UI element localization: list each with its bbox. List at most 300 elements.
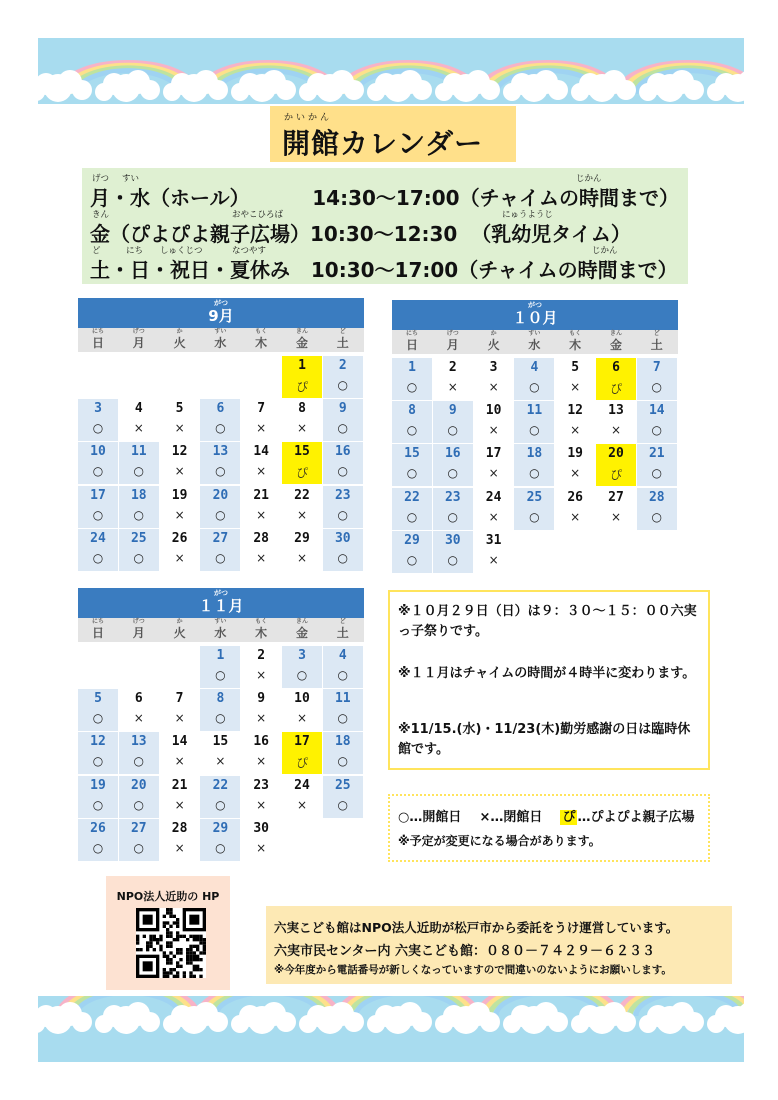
- calendar-day: [200, 689, 240, 731]
- calendar-day: [323, 399, 363, 441]
- title-ruby: かいかん: [284, 113, 333, 123]
- qr-module: [196, 948, 199, 951]
- day-number: 13: [212, 444, 229, 460]
- calendar-day: [160, 399, 200, 441]
- month-ruby: がつ: [528, 301, 542, 309]
- qr-module: [156, 938, 159, 941]
- calendar-day: [160, 442, 200, 484]
- weekday-text: 土: [650, 338, 663, 352]
- calendar-day: [474, 401, 514, 443]
- day-status-mark: ×: [296, 507, 308, 522]
- calendar-day: [323, 529, 363, 571]
- day-number: 30: [334, 530, 351, 546]
- day-status-mark: ×: [296, 550, 308, 565]
- qr-module: [169, 958, 172, 961]
- day-number: 20: [130, 777, 147, 793]
- day-number: 7: [175, 691, 184, 707]
- legend-piyo-mark: ぴ: [562, 810, 576, 825]
- contact-line: 六実市民センター内 六実こども館：０８０－７４２９－６２３３: [274, 944, 656, 959]
- qr-module: [169, 941, 172, 944]
- weekday-header: [78, 328, 364, 352]
- cloud-puff: [367, 83, 385, 101]
- qr-module: [176, 931, 179, 934]
- qr-module: [189, 935, 192, 938]
- weekday-text: 土: [336, 336, 349, 350]
- calendar-day: [474, 358, 514, 400]
- calendar-day: [392, 531, 432, 573]
- qr-module: [166, 941, 169, 944]
- day-status-mark: ○: [447, 509, 459, 524]
- day-number: 2: [338, 358, 347, 373]
- calendar-day: [514, 358, 554, 400]
- qr-module: [196, 965, 199, 968]
- ruby: じかん: [592, 246, 618, 256]
- calendar-day: [241, 689, 281, 731]
- day-status-mark: ○: [337, 754, 349, 769]
- calendar-day: [119, 529, 159, 571]
- qr-module: [199, 958, 202, 961]
- qr-module: [163, 921, 166, 924]
- day-status-mark: ○: [406, 509, 418, 524]
- weekday-label: [200, 328, 240, 352]
- month-ruby: がつ: [214, 299, 228, 307]
- day-number: 2: [257, 648, 266, 663]
- calendar-day: [392, 444, 432, 486]
- title-text: 開館カレンダー: [282, 127, 484, 160]
- day-status-mark: ×: [488, 552, 499, 567]
- day-status-mark: ×: [256, 550, 267, 565]
- weekday-header: [78, 618, 364, 642]
- day-number: 14: [171, 734, 188, 750]
- qr-module: [166, 971, 169, 974]
- calendar-day: [241, 529, 281, 571]
- calendar-month-title: [392, 300, 678, 330]
- day-number: 3: [94, 401, 102, 417]
- day-status-mark: ○: [651, 509, 663, 524]
- qr-module: [139, 948, 142, 951]
- day-number: 28: [648, 489, 665, 505]
- qr-module: [179, 935, 182, 938]
- qr-module: [193, 968, 196, 971]
- day-status-mark: ○: [92, 507, 104, 522]
- qr-module: [186, 958, 189, 961]
- day-number: 3: [298, 648, 306, 663]
- day-number: 11: [130, 444, 147, 460]
- qr-module: [179, 965, 182, 968]
- day-number: 4: [338, 648, 347, 663]
- day-number: 26: [90, 820, 106, 836]
- day-status-mark: ○: [337, 464, 349, 479]
- ruby: すい: [122, 174, 140, 184]
- calendar-day: [323, 356, 363, 398]
- qr-module: [193, 975, 196, 978]
- weekday-text: 日: [405, 338, 418, 352]
- day-status-mark: ×: [256, 421, 267, 436]
- qr-module: [173, 915, 176, 918]
- calendar-day: [514, 488, 554, 530]
- ruby: げつ: [92, 174, 110, 184]
- qr-module: [203, 951, 206, 954]
- day-number: 21: [171, 777, 188, 793]
- cloud-puff: [231, 1015, 249, 1033]
- weekday-text: 日: [91, 626, 104, 640]
- cloud-puff: [616, 1012, 636, 1032]
- day-number: 17: [485, 446, 502, 462]
- qr-module: [166, 908, 169, 911]
- day-number: 10: [90, 444, 106, 460]
- calendar-day: [282, 689, 322, 731]
- day-number: 30: [253, 820, 270, 836]
- qr-module: [196, 935, 199, 938]
- weekday-label: [241, 618, 281, 642]
- calendar-month-title: [78, 298, 364, 328]
- calendar-day: [200, 819, 240, 861]
- day-number: 24: [485, 489, 502, 505]
- day-status-mark: ぴ: [609, 468, 622, 483]
- day-number: 14: [648, 403, 665, 419]
- day-status-mark: ○: [406, 423, 418, 438]
- day-status-mark: ○: [406, 466, 418, 481]
- qr-module: [169, 935, 172, 938]
- day-status-mark: ○: [92, 754, 104, 769]
- weekday-label: [160, 618, 200, 642]
- cloud-puff: [639, 1015, 657, 1033]
- calendar-day: [555, 444, 595, 486]
- qr-module: [186, 938, 189, 941]
- weekday-label: [78, 618, 118, 642]
- qr-module: [189, 971, 192, 974]
- day-status-mark: ×: [610, 423, 622, 438]
- qr-module: [189, 945, 192, 948]
- day-status-mark: ○: [337, 421, 349, 436]
- day-status-mark: ×: [174, 550, 185, 565]
- day-status-mark: ×: [133, 711, 144, 726]
- ruby: きん: [92, 210, 110, 220]
- day-number: 1: [216, 648, 225, 663]
- day-number: 15: [294, 444, 310, 460]
- day-status-mark: ○: [133, 797, 145, 812]
- calendar-day: [323, 689, 363, 731]
- weekday-text: 木: [569, 338, 582, 352]
- qr-module: [159, 945, 162, 948]
- ruby: にち: [126, 246, 144, 256]
- qr-module: [176, 975, 179, 978]
- day-status-mark: ○: [447, 466, 459, 481]
- calendar-day: [200, 732, 240, 774]
- weekday-label: [474, 330, 514, 354]
- calendar-day: [323, 486, 363, 528]
- day-number: 25: [526, 489, 543, 505]
- qr-module: [199, 968, 202, 971]
- day-number: 15: [212, 734, 229, 750]
- qr-module: [196, 968, 199, 971]
- weekday-ruby: にち: [91, 328, 104, 335]
- qr-module: [183, 935, 186, 938]
- qr-module: [146, 948, 149, 951]
- qr-module: [199, 951, 202, 954]
- day-status-mark: ○: [92, 711, 104, 726]
- day-number: 13: [608, 403, 624, 419]
- calendar-day: [433, 444, 473, 486]
- calendar-day: [78, 819, 118, 861]
- weekday-label: [514, 330, 554, 354]
- day-number: 28: [253, 530, 270, 546]
- calendar-day: [637, 444, 677, 486]
- cloud-puff: [344, 1012, 364, 1032]
- weekday-text: 土: [336, 626, 349, 640]
- day-status-mark: ○: [651, 466, 663, 481]
- day-status-mark: ○: [92, 421, 104, 436]
- qr-module: [189, 958, 192, 961]
- calendar-day: [282, 646, 322, 688]
- day-number: 8: [216, 691, 225, 707]
- calendar-day: [119, 732, 159, 774]
- qr-module: [136, 938, 139, 941]
- weekday-header: [392, 330, 678, 354]
- day-status-mark: ○: [296, 668, 308, 682]
- calendar-november: [78, 588, 364, 864]
- day-number: 31: [485, 532, 502, 548]
- calendar-day: [160, 689, 200, 731]
- day-number: 2: [448, 360, 457, 375]
- qr-module: [149, 945, 152, 948]
- qr-module: [149, 935, 152, 938]
- weekday-ruby: きん: [295, 328, 308, 335]
- day-status-mark: ×: [447, 380, 458, 394]
- weekday-ruby: もく: [255, 328, 268, 335]
- weekday-text: 月: [132, 336, 145, 350]
- day-status-mark: ×: [256, 711, 267, 726]
- day-status-mark: ○: [92, 840, 104, 855]
- weekday-text: 月: [446, 338, 459, 352]
- qr-module: [203, 948, 206, 951]
- legend-row: [398, 806, 695, 825]
- cloud-puff: [163, 83, 181, 101]
- cloud-puff: [95, 1015, 113, 1033]
- day-status-mark: ○: [651, 423, 663, 438]
- day-status-mark: ぴ: [609, 382, 622, 396]
- calendar-october: [392, 300, 678, 567]
- calendar-day: [241, 732, 281, 774]
- day-status-mark: ○: [447, 423, 459, 438]
- weekday-text: 火: [487, 338, 500, 352]
- operator-line: 六実こども館はNPO法人近助が松戸市から委託をうけ運営しています。: [274, 920, 679, 935]
- qr-module: [189, 955, 192, 958]
- day-status-mark: ○: [133, 754, 145, 769]
- calendar-day: [160, 776, 200, 818]
- weekday-ruby: げつ: [446, 330, 459, 337]
- weekday-text: 金: [295, 336, 308, 350]
- hours-line-friday: 金（ぴよぴよ親子広場）10:30～12:30 （乳幼児タイム）: [90, 222, 631, 246]
- day-number: 22: [404, 489, 420, 505]
- qr-module: [176, 938, 179, 941]
- qr-module: [196, 955, 199, 958]
- cloud-puff: [480, 1012, 500, 1032]
- cloud-puff: [140, 80, 160, 100]
- weekday-ruby: か: [176, 328, 183, 335]
- weekday-ruby: ど: [339, 328, 346, 335]
- month-label: 9月: [208, 307, 234, 325]
- day-status-mark: ○: [215, 711, 226, 726]
- cloud-puff: [480, 80, 500, 100]
- day-number: 22: [212, 777, 229, 793]
- calendar-day: [119, 819, 159, 861]
- day-status-mark: ○: [337, 378, 349, 392]
- cloud-puff: [276, 80, 296, 100]
- qr-module: [169, 945, 172, 948]
- cloud-puff: [140, 1012, 160, 1032]
- calendar-day: [78, 689, 118, 731]
- calendar-day: [282, 399, 322, 441]
- calendar-day: [282, 732, 322, 774]
- day-number: 21: [253, 487, 270, 503]
- qr-module: [179, 948, 182, 951]
- day-status-mark: ぴ: [295, 466, 308, 481]
- day-number: 24: [90, 530, 106, 546]
- cloud-puff: [231, 83, 249, 101]
- hours-line-weekday: 月・水（ホール） 14:30～17:00（チャイムの時間まで）: [90, 186, 679, 210]
- qr-module: [169, 925, 172, 928]
- day-number: 10: [485, 403, 502, 419]
- qr-module: [189, 961, 192, 964]
- calendar-day: [200, 529, 240, 571]
- month-ruby: がつ: [214, 589, 228, 597]
- weekday-ruby: もく: [255, 618, 268, 625]
- weekday-text: 木: [255, 626, 268, 640]
- qr-module: [203, 938, 206, 941]
- day-status-mark: ○: [133, 550, 145, 565]
- weekday-ruby: ど: [339, 618, 346, 625]
- day-number: 21: [648, 446, 665, 462]
- ruby: おやこひろば: [232, 210, 284, 220]
- day-number: 1: [298, 358, 306, 373]
- qr-module: [176, 965, 179, 968]
- calendar-day: [78, 442, 118, 484]
- cloud-puff: [548, 80, 568, 100]
- calendar-day: [200, 486, 240, 528]
- day-number: 19: [90, 777, 106, 793]
- qr-module: [189, 915, 199, 925]
- day-number: 1: [408, 360, 416, 375]
- calendar-september: [78, 298, 364, 574]
- day-status-mark: ○: [529, 380, 540, 394]
- calendar-day: [514, 401, 554, 443]
- qr-module: [199, 941, 202, 944]
- calendar-day: [78, 529, 118, 571]
- calendar-day: [241, 776, 281, 818]
- cloud-puff: [616, 80, 636, 100]
- day-status-mark: ○: [215, 421, 226, 436]
- qr-code-icon[interactable]: [136, 908, 206, 978]
- day-number: 12: [171, 444, 188, 460]
- legend-piyo: …ぴよぴよ親子広場: [577, 810, 695, 825]
- weekday-ruby: にち: [405, 330, 418, 337]
- qr-module: [193, 958, 196, 961]
- cloud-puff: [299, 1015, 317, 1033]
- day-status-mark: ぴ: [295, 380, 308, 394]
- weekday-label: [119, 328, 159, 352]
- weekday-label: [160, 328, 200, 352]
- qr-module: [176, 918, 179, 921]
- weekday-label: [282, 328, 322, 352]
- day-number: 11: [526, 403, 543, 419]
- day-status-mark: ×: [256, 668, 267, 682]
- qr-module: [199, 935, 202, 938]
- day-status-mark: ○: [215, 507, 226, 522]
- qr-module: [169, 915, 172, 918]
- day-number: 19: [567, 446, 584, 462]
- cloud-puff: [435, 83, 453, 101]
- day-status-mark: ○: [133, 840, 145, 855]
- cloud-puff: [412, 80, 432, 100]
- weekday-text: 日: [91, 336, 104, 350]
- cloud-puff: [344, 80, 364, 100]
- day-number: 15: [404, 446, 420, 462]
- day-number: 29: [404, 532, 420, 548]
- calendar-day: [282, 529, 322, 571]
- legend-open: ○…開館日: [398, 810, 462, 825]
- calendar-day: [596, 444, 636, 486]
- day-number: 18: [130, 487, 147, 503]
- qr-module: [189, 975, 192, 978]
- day-number: 9: [257, 691, 266, 707]
- qr-module: [163, 925, 166, 928]
- day-status-mark: ○: [215, 797, 226, 812]
- legend-box: [388, 794, 710, 862]
- day-status-mark: ○: [529, 466, 540, 481]
- weekday-ruby: もく: [569, 330, 582, 337]
- cloud-puff: [163, 1015, 181, 1033]
- cloud-puff: [208, 1012, 228, 1032]
- calendar-day: [241, 399, 281, 441]
- day-status-mark: ×: [256, 754, 267, 769]
- calendar-day: [555, 358, 595, 400]
- ruby: しゅくじつ: [160, 246, 203, 256]
- calendar-day: [119, 689, 159, 731]
- calendar-day: [241, 486, 281, 528]
- day-number: 25: [334, 777, 351, 793]
- day-status-mark: ×: [296, 711, 308, 726]
- day-status-mark: ○: [215, 668, 226, 682]
- calendar-day: [282, 356, 322, 398]
- notice-box: [388, 590, 710, 770]
- qr-module: [163, 951, 166, 954]
- cloud-puff: [412, 1012, 432, 1032]
- notice-chime-time: ※１１月はチャイムの時間が４時半に変わります。: [398, 666, 696, 681]
- day-number: 3: [489, 360, 498, 375]
- calendar-day: [282, 442, 322, 484]
- weekday-text: 火: [173, 336, 186, 350]
- day-status-mark: ×: [610, 509, 622, 524]
- cloud-puff: [571, 1015, 589, 1033]
- day-status-mark: ×: [488, 380, 499, 394]
- calendar-day: [555, 488, 595, 530]
- month-label: １１月: [198, 597, 244, 615]
- day-number: 23: [253, 777, 270, 793]
- calendar-day: [160, 529, 200, 571]
- page-title: [270, 106, 516, 162]
- qr-module: [159, 935, 162, 938]
- weekday-label: [392, 330, 432, 354]
- qr-module: [169, 961, 172, 964]
- day-number: 13: [130, 734, 147, 750]
- qr-module: [176, 921, 179, 924]
- weekday-label: [555, 330, 595, 354]
- weekday-label: [119, 618, 159, 642]
- qr-module: [193, 965, 196, 968]
- day-number: 27: [130, 820, 147, 836]
- day-number: 17: [294, 734, 310, 750]
